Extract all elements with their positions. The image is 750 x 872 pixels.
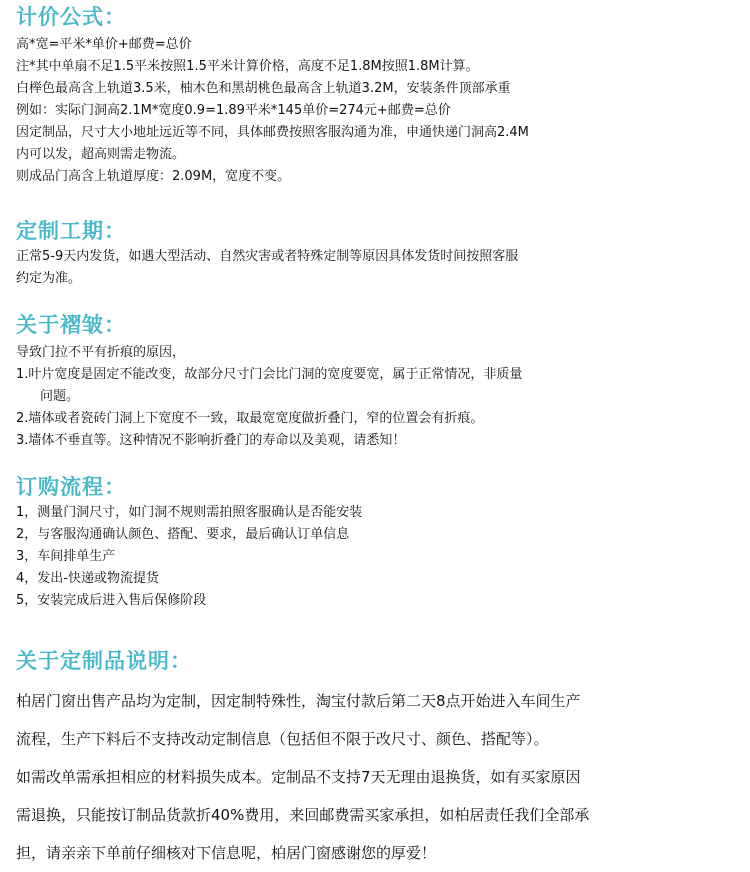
order-process-section [16,474,740,612]
pricing-line: 注*其中单扇不足1.5平米按照1.5平米计算价格，高度不足1.8M按照1.8M计算。 [16,59,479,74]
pricing-line: 例如：实际门洞高2.1M*宽度0.9=1.89平米*145单价=274元+邮费=总价 [16,103,451,118]
schedule-section [16,218,740,290]
order-process-heading: 订购流程： [16,475,126,499]
custom-product-line: 担，请亲亲下单前仔细核对下信息呢，柏居门窗感谢您的厚爱！ [16,844,437,862]
order-step: 1，测量门洞尺寸，如门洞不规则需拍照客服确认是否能安装 [16,505,363,520]
custom-product-line: 柏居门窗出售产品均为定制，因定制特殊性，淘宝付款后第二天8点开始进入车间生产 [16,692,581,710]
pricing-line: 内可以发，超高则需走物流。 [16,147,186,162]
custom-product-section [16,648,740,872]
custom-product-heading: 关于定制品说明： [16,649,192,673]
schedule-line: 约定为准。 [16,271,82,286]
wrinkles-section [16,312,740,452]
wrinkles-line: 1.叶片宽度是固定不能改变，故部分尺寸门会比门洞的宽度要宽，属于正常情况，非质量 [16,367,523,382]
wrinkles-line: 问题。 [40,389,80,404]
order-step: 5，安装完成后进入售后保修阶段 [16,593,207,608]
wrinkles-line: 3.墙体不垂直等。这种情况不影响折叠门的寿命以及美观，请悉知！ [16,433,406,448]
custom-product-line: 如需改单需承担相应的材料损失成本。定制品不支持7天无理由退换货，如有买家原因 [16,768,581,786]
wrinkles-heading: 关于褶皱： [16,313,126,337]
pricing-line: 高*宽=平米*单价+邮费=总价 [16,37,192,52]
custom-product-line: 流程，生产下料后不支持改动定制信息（包括但不限于改尺寸、颜色、搭配等）。 [16,730,549,748]
order-step: 4，发出-快递或物流提货 [16,571,159,586]
pricing-line: 因定制品，尺寸大小地址远近等不同，具体邮费按照客服沟通为准，申通快递门洞高2.4M [16,125,529,140]
order-step: 2，与客服沟通确认颜色、搭配、要求，最后确认订单信息 [16,527,350,542]
pricing-line: 则成品门高含上轨道厚度：2.09M，宽度不变。 [16,169,291,184]
wrinkles-line: 2.墙体或者瓷砖门洞上下宽度不一致，取最宽宽度做折叠门，窄的位置会有折痕。 [16,411,484,426]
wrinkles-line: 导致门拉不平有折痕的原因， [16,345,186,360]
pricing-heading: 计价公式： [16,5,126,29]
schedule-line: 正常5-9天内发货，如遇大型活动、自然灾害或者特殊定制等原因具体发货时间按照客服 [16,249,519,264]
custom-product-line: 需退换，只能按订制品货款折40%费用，来回邮费需买家承担，如柏居责任我们全部承 [16,806,590,824]
pricing-line: 白榉色最高含上轨道3.5米，柚木色和黑胡桃色最高含上轨道3.2M，安装条件顶部承重 [16,81,511,96]
order-step: 3，车间排单生产 [16,549,116,564]
pricing-section [16,4,740,188]
schedule-heading: 定制工期： [16,219,126,243]
